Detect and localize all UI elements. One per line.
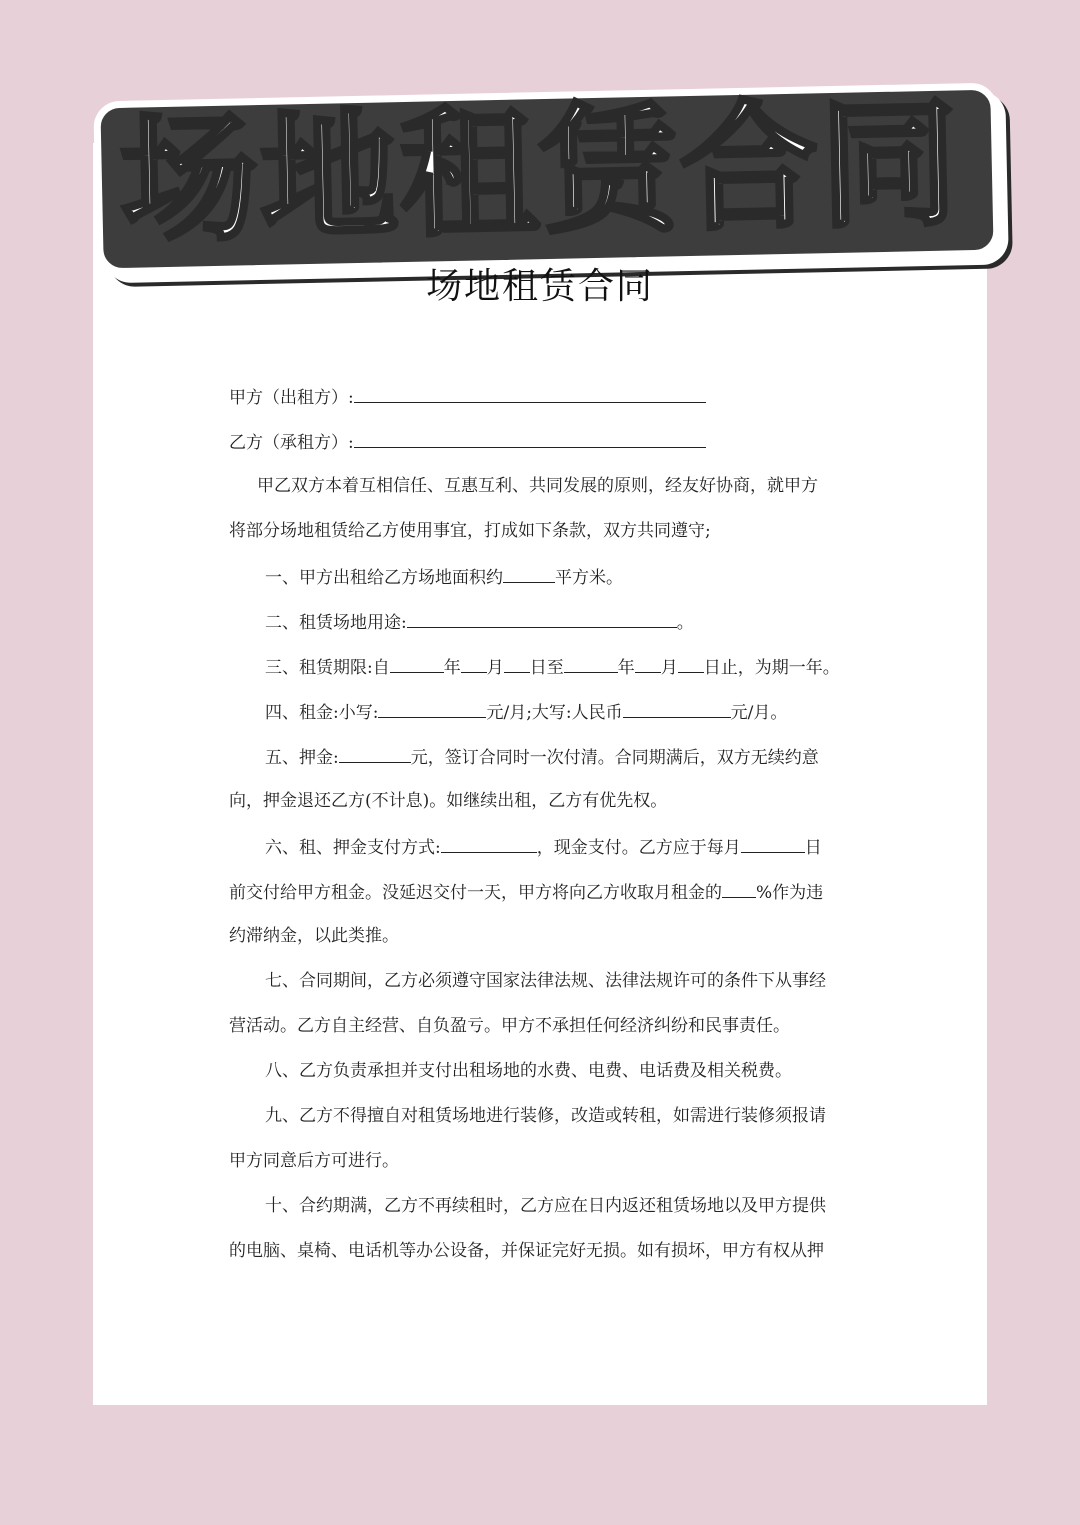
clause-6-text: 六、租、押金支付方式: [265, 838, 441, 858]
clause-8-line-1: 八、乙方负责承担并支付出租场地的水费、电费、电话费及相关税费。 [265, 1061, 792, 1081]
clause-3-end: 日止，为期一年。 [703, 658, 840, 678]
clause-7-line-1: 七、合同期间，乙方必须遵守国家法律法规、法律法规许可的条件下从事经 [265, 971, 826, 991]
usage-blank[interactable] [407, 611, 677, 628]
intro-line-2: 将部分场地租赁给乙方使用事宜，打成如下条款，双方共同遵守; [229, 521, 711, 541]
clause-4-end: 元/月。 [730, 703, 788, 723]
party-a-line [229, 386, 859, 408]
party-a-label: 甲方（出租方）: [229, 388, 354, 408]
end-year-label: 年 [617, 658, 635, 678]
clause-3 [229, 656, 895, 678]
start-year-blank[interactable] [390, 656, 444, 673]
clause-9-line-1: 九、乙方不得擅自对租赁场地进行装修，改造或转租，如需进行装修须报请 [265, 1106, 826, 1126]
late-fee-blank[interactable] [722, 881, 756, 898]
clause-4-mid: 元/月;大写:人民币 [486, 703, 623, 723]
clause-1 [229, 566, 895, 588]
clause-6-line-2-text: 前交付给甲方租金。没延迟交付一天，甲方将向乙方收取月租金的 [229, 883, 722, 903]
clause-1-text: 一、甲方出租给乙方场地面积约 [265, 568, 503, 588]
banner-title: 场地租赁合同 [118, 83, 962, 262]
end-day-blank[interactable] [678, 656, 704, 673]
deposit-blank[interactable] [339, 746, 411, 763]
party-a-blank[interactable] [354, 386, 706, 403]
clause-5-line-2: 向，押金退还乙方(不计息)。如继续出租，乙方有优先权。 [229, 791, 668, 811]
clause-9-line-2: 甲方同意后方可进行。 [229, 1151, 399, 1171]
payment-day-blank[interactable] [741, 836, 805, 853]
clause-4-text: 四、租金:小写: [265, 703, 379, 723]
payment-method-blank[interactable] [441, 836, 537, 853]
start-day-blank[interactable] [504, 656, 530, 673]
clause-5-rest: 元，签订合同时一次付清。合同期满后，双方无续约意 [410, 748, 819, 768]
clause-1-unit: 平方米。 [555, 568, 623, 588]
rent-capital-blank[interactable] [623, 701, 731, 718]
start-day-label: 日至 [529, 658, 564, 678]
party-b-line [229, 431, 859, 453]
end-year-blank[interactable] [564, 656, 618, 673]
start-month-label: 月 [486, 658, 504, 678]
end-month-blank[interactable] [635, 656, 661, 673]
clause-6 [229, 836, 895, 858]
clause-6-mid: ，现金支付。乙方应于每月 [536, 838, 741, 858]
clause-6-end: 日 [804, 838, 822, 858]
clause-2 [229, 611, 895, 633]
clause-2-end: 。 [676, 613, 694, 633]
rent-small-blank[interactable] [378, 701, 486, 718]
clause-6-line-2 [229, 881, 859, 903]
clause-6-line-3: 约滞纳金，以此类推。 [229, 926, 399, 946]
clause-5-text: 五、押金: [265, 748, 339, 768]
party-b-blank[interactable] [354, 431, 706, 448]
clause-4 [229, 701, 895, 723]
clause-7-line-2: 营活动。乙方自主经营、自负盈亏。甲方不承担任何经济纠纷和民事责任。 [229, 1016, 790, 1036]
start-month-blank[interactable] [461, 656, 487, 673]
clause-6-line-2-end: %作为违 [756, 883, 824, 903]
party-b-label: 乙方（承租方）: [229, 433, 354, 453]
clause-10-line-1: 十、合约期满，乙方不再续租时，乙方应在日内返还租赁场地以及甲方提供 [265, 1196, 826, 1216]
clause-3-text: 三、租赁期限:自 [265, 658, 390, 678]
end-month-label: 月 [660, 658, 678, 678]
area-blank[interactable] [503, 566, 555, 583]
document-title: 场地租赁合同 [425, 266, 654, 307]
intro-line-1: 甲乙双方本着互相信任、互惠互利、共同发展的原则，经友好协商，就甲方 [257, 476, 818, 496]
start-year-label: 年 [443, 658, 461, 678]
clause-2-text: 二、租赁场地用途: [265, 613, 407, 633]
clause-10-line-2: 的电脑、桌椅、电话机等办公设备，并保证完好无损。如有损坏，甲方有权从押 [229, 1241, 824, 1261]
clause-5 [229, 746, 895, 768]
